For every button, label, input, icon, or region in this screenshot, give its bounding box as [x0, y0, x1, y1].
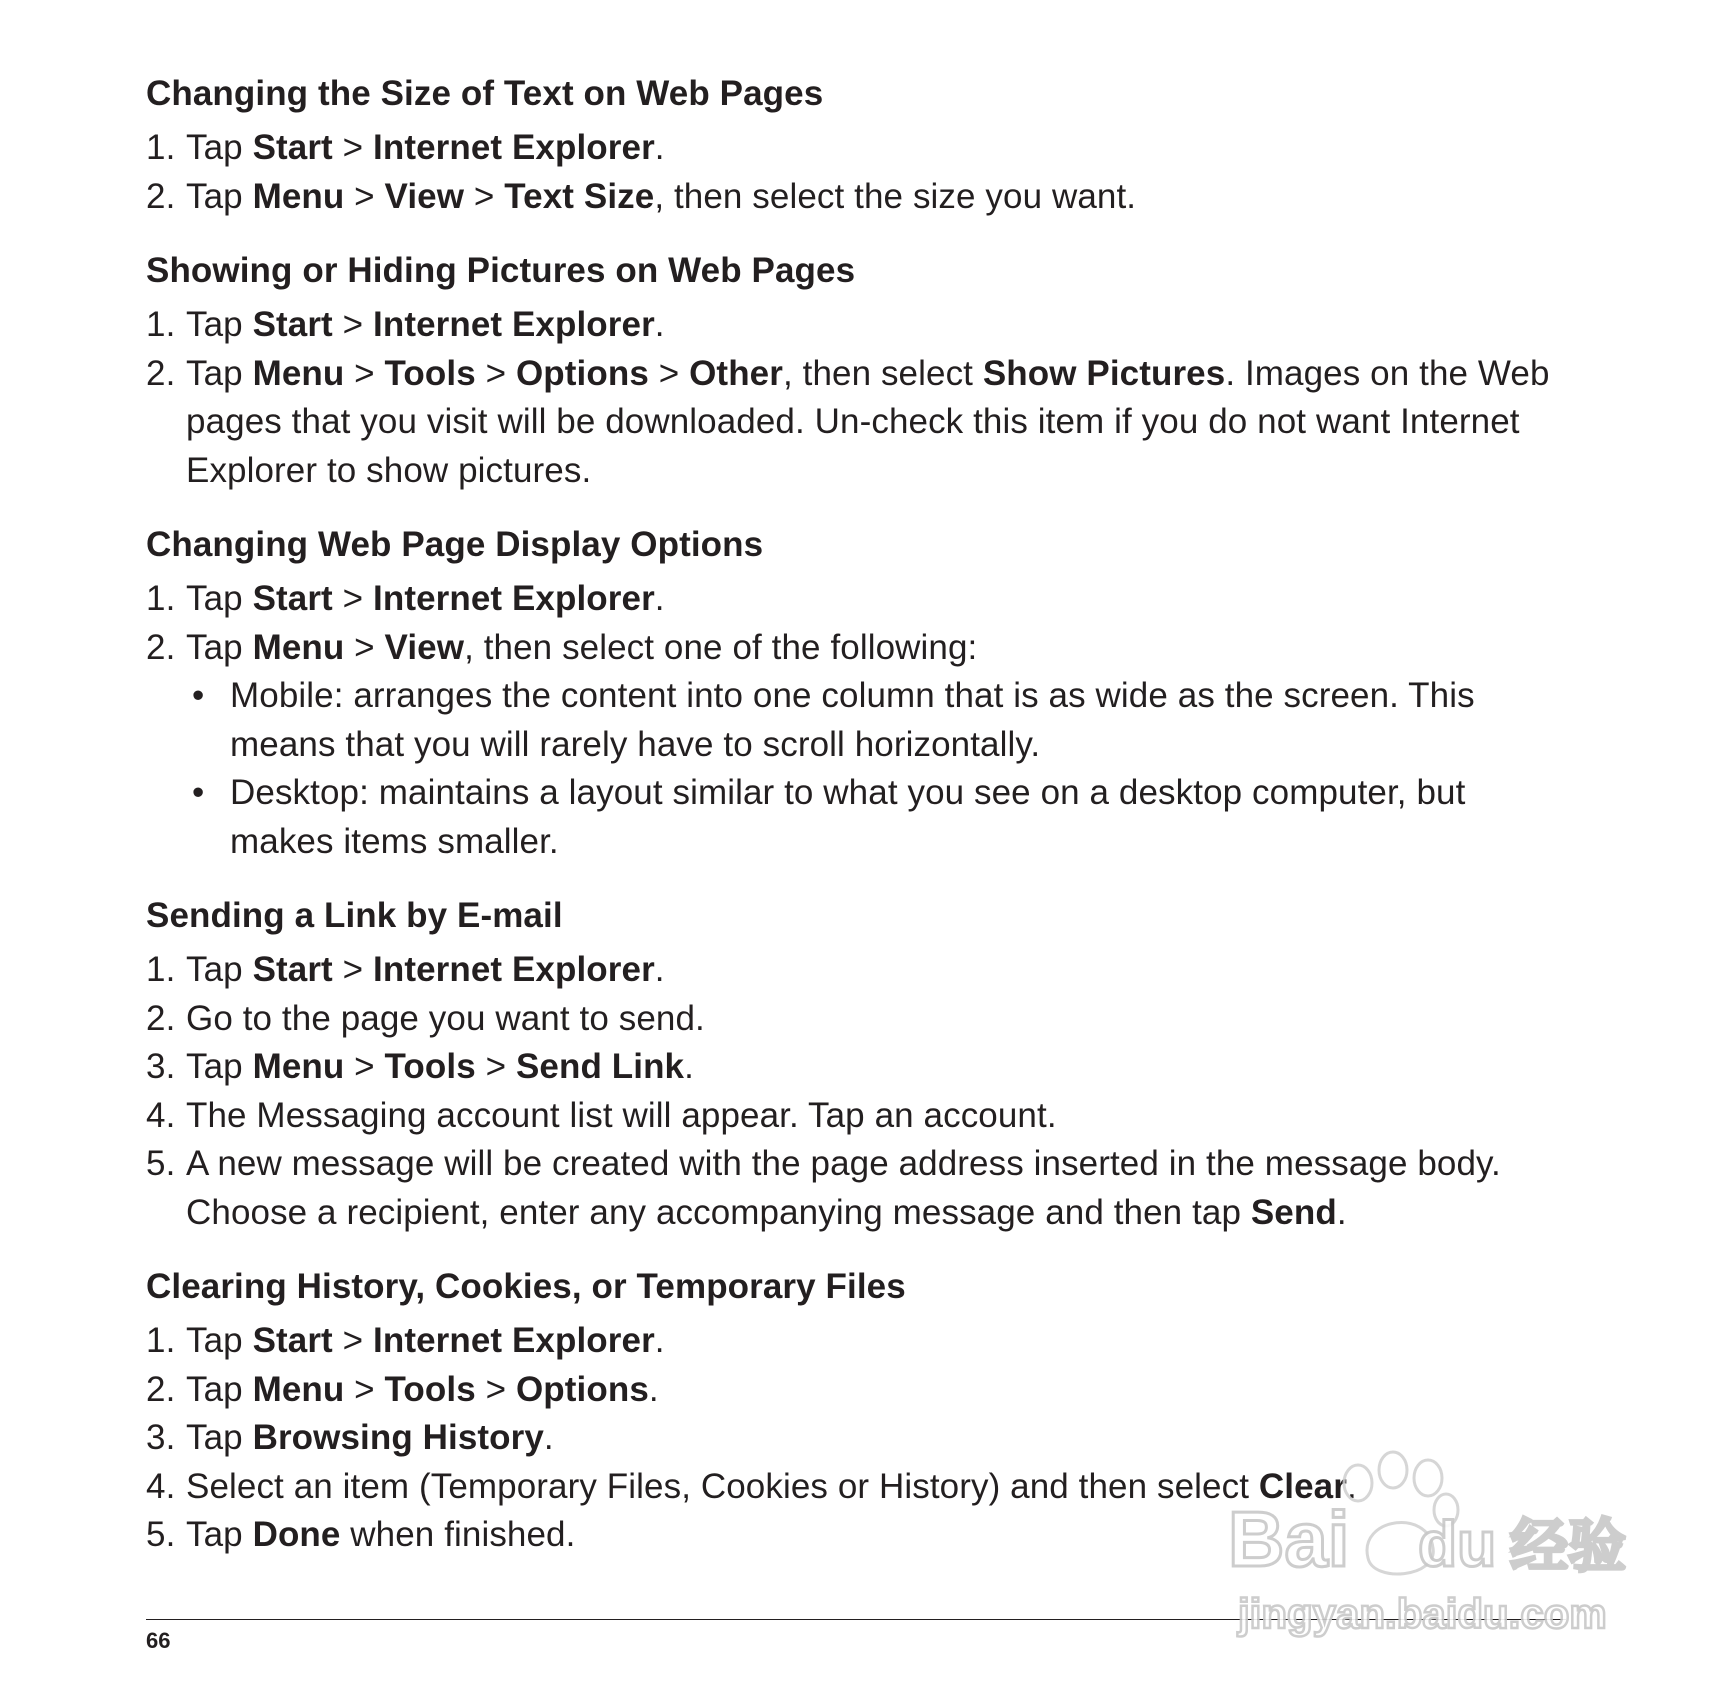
step-text: >	[464, 176, 505, 216]
step-item	[146, 1366, 1566, 1415]
step-item	[146, 575, 1566, 624]
step-text: >	[344, 627, 385, 667]
section-title: Showing or Hiding Pictures on Web Pages	[146, 251, 856, 290]
step-ui-term: Menu	[252, 176, 345, 216]
step-number: 1.	[146, 128, 176, 167]
step-text: Tap	[186, 1418, 253, 1457]
step-text: Tap	[186, 579, 253, 618]
section	[146, 892, 1566, 1237]
step-text: >	[648, 353, 690, 393]
step-number: 1.	[146, 950, 176, 989]
step-ui-term: Start	[252, 305, 333, 344]
step-text: Tap	[186, 353, 253, 393]
document-page	[146, 70, 1566, 1586]
step-number: 1.	[146, 305, 176, 344]
step-text: .	[654, 1321, 665, 1360]
step-item	[146, 1511, 1566, 1560]
watermark-url: jingyan.baidu.com	[1238, 1590, 1607, 1637]
step-text: Tap	[186, 1047, 253, 1086]
bullet-text: Desktop: maintains a layout similar to what you see on a desktop computer, but makes items smaller.	[230, 773, 1466, 861]
step-number: 2.	[146, 1369, 176, 1409]
step-text: >	[332, 579, 374, 618]
bullet-text: Mobile: arranges the content into one column that is as wide as the screen. This means that you will rarely have to scroll horizontally.	[230, 676, 1475, 764]
step-text: Tap	[186, 627, 253, 667]
step-number: 4.	[146, 1466, 176, 1506]
bullet-item	[146, 769, 1566, 866]
step-ui-term: Other	[689, 353, 783, 393]
step-text: , then select	[782, 353, 983, 393]
step-text: Tap	[186, 1515, 253, 1554]
svg-text:经验: 经验	[1510, 1512, 1627, 1580]
step-ui-term: Options	[515, 1369, 649, 1409]
step-text: Tap	[186, 1369, 253, 1409]
step-ui-term: Start	[252, 950, 333, 989]
step-ui-term: Tools	[384, 353, 476, 393]
step-ui-term: Menu	[252, 1369, 345, 1409]
step-ui-term: Clear	[1258, 1466, 1347, 1506]
step-ui-term: Show Pictures	[982, 353, 1226, 393]
step-text: .	[654, 950, 665, 989]
step-number: 2.	[146, 353, 176, 393]
step-ui-term: Start	[252, 579, 333, 618]
bullet-icon: •	[192, 676, 205, 715]
step-text: Tap	[186, 305, 253, 344]
step-text: .	[654, 305, 665, 344]
step-text: .	[543, 1418, 554, 1457]
step-text: .	[648, 1369, 659, 1409]
step-text: .	[1336, 1192, 1347, 1232]
page-number: 66	[146, 1628, 171, 1653]
step-item	[146, 350, 1566, 496]
section-title: Sending a Link by E-mail	[146, 896, 563, 935]
step-text: Select an item (Temporary Files, Cookies or History) and then select	[186, 1466, 1259, 1506]
svg-text:Bai: Bai	[1228, 1495, 1350, 1583]
step-ui-term: Menu	[252, 1047, 345, 1086]
step-number: 5.	[146, 1515, 176, 1554]
step-number: 4.	[146, 1095, 176, 1135]
step-number: 2.	[146, 176, 176, 216]
step-ui-term: Menu	[252, 353, 345, 393]
step-text: >	[332, 1321, 374, 1360]
step-text: >	[475, 1369, 516, 1409]
section	[146, 1263, 1566, 1560]
step-ui-term: Send Link	[515, 1047, 685, 1086]
step-text: Go to the page you want to send.	[186, 998, 705, 1038]
step-item	[146, 1414, 1566, 1463]
step-ui-term: Internet Explorer	[373, 305, 655, 344]
footer-divider	[146, 1619, 1566, 1620]
step-item	[146, 1043, 1566, 1092]
svg-text:du: du	[1418, 1508, 1497, 1580]
section-title: Changing the Size of Text on Web Pages	[146, 74, 824, 113]
step-ui-term: Browsing History	[252, 1418, 544, 1457]
step-text: A new message will be created with the page address inserted in the message body. Choose a recipient, enter any accompanying message and then tap	[186, 1144, 1501, 1232]
step-number: 3.	[146, 1418, 176, 1457]
step-text: .	[654, 128, 665, 167]
step-ui-term: Tools	[384, 1369, 476, 1409]
step-text: >	[332, 305, 374, 344]
step-ui-term: Start	[252, 1321, 333, 1360]
step-text: .	[1346, 1466, 1357, 1506]
step-number: 5.	[146, 1144, 176, 1183]
step-text: .	[684, 1047, 694, 1086]
step-text: , then select the size you want.	[654, 176, 1137, 216]
step-number: 2.	[146, 627, 176, 667]
step-item	[146, 624, 1566, 673]
step-number: 1.	[146, 579, 176, 618]
step-text: .	[654, 579, 665, 618]
step-item	[146, 1140, 1566, 1237]
step-ui-term: Text Size	[504, 176, 655, 216]
step-text: Tap	[186, 128, 253, 167]
step-ui-term: Menu	[252, 627, 345, 667]
step-ui-term: Send	[1250, 1192, 1337, 1232]
step-ui-term: Internet Explorer	[373, 950, 655, 989]
step-text: >	[344, 176, 385, 216]
step-number: 2.	[146, 998, 176, 1038]
step-text: Tap	[186, 176, 253, 216]
step-item	[146, 173, 1566, 222]
section	[146, 521, 1566, 866]
step-text: >	[332, 128, 374, 167]
step-text: . Images on the Web pages that you visit will be downloaded. Un-check this item if you do not want Internet Explorer to show pictures.	[186, 353, 1550, 490]
step-text: >	[475, 1047, 516, 1086]
bullet-icon: •	[192, 773, 205, 812]
step-ui-term: Options	[515, 353, 649, 393]
step-ui-term: View	[384, 627, 465, 667]
step-text: The Messaging account list will appear. Tap an account.	[186, 1095, 1057, 1135]
step-item	[146, 995, 1566, 1044]
step-text: >	[344, 353, 385, 393]
step-item	[146, 1317, 1566, 1366]
section	[146, 70, 1566, 221]
step-ui-term: Start	[252, 128, 333, 167]
section	[146, 247, 1566, 495]
step-item	[146, 946, 1566, 995]
section-title: Clearing History, Cookies, or Temporary Files	[146, 1267, 906, 1306]
step-text: Tap	[186, 950, 253, 989]
step-ui-term: Internet Explorer	[373, 128, 655, 167]
step-text: when finished.	[340, 1515, 576, 1554]
bullet-item	[146, 672, 1566, 769]
section-title: Changing Web Page Display Options	[146, 525, 764, 564]
step-text: >	[344, 1369, 385, 1409]
step-text: >	[332, 950, 374, 989]
step-ui-term: Done	[252, 1515, 341, 1554]
step-text: , then select one of the following:	[464, 627, 978, 667]
step-item	[146, 301, 1566, 350]
step-number: 3.	[146, 1047, 176, 1086]
step-text: >	[344, 1047, 385, 1086]
step-ui-term: View	[384, 176, 465, 216]
step-item	[146, 1463, 1566, 1512]
step-ui-term: Tools	[384, 1047, 476, 1086]
step-number: 1.	[146, 1321, 176, 1360]
step-item	[146, 1092, 1566, 1141]
step-ui-term: Internet Explorer	[373, 1321, 655, 1360]
step-ui-term: Internet Explorer	[373, 579, 655, 618]
step-text: Tap	[186, 1321, 253, 1360]
step-text: >	[475, 353, 516, 393]
step-item	[146, 124, 1566, 173]
